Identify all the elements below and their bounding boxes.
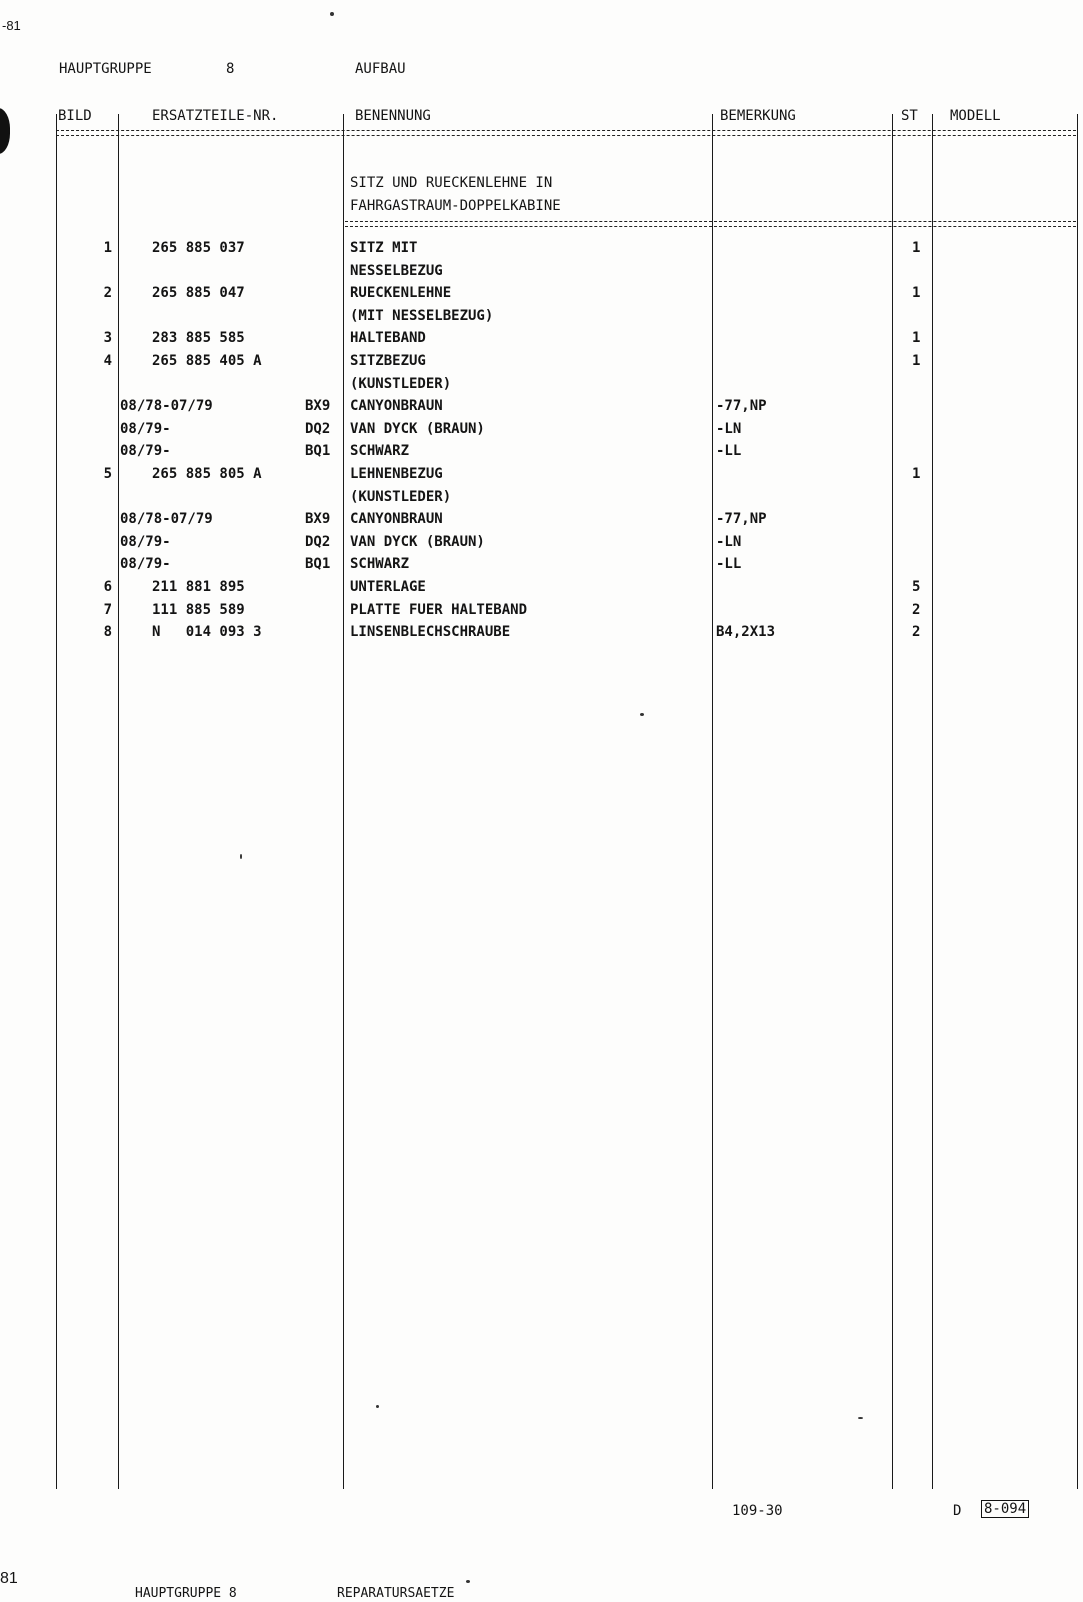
- col-header-ersatzteile: ERSATZTEILE-NR.: [152, 108, 279, 124]
- group-title: AUFBAU: [355, 61, 406, 77]
- cell-bild: 5: [103, 466, 112, 482]
- scan-speck: [376, 1405, 379, 1408]
- corner-page-fragment-top: -81: [2, 18, 21, 33]
- cell-color-code: BX9: [305, 511, 331, 528]
- next-group-label: HAUPTGRUPPE 8: [135, 1586, 237, 1601]
- group-label: HAUPTGRUPPE: [59, 61, 152, 77]
- col-header-st: ST: [901, 108, 918, 124]
- cell-bild: 2: [103, 285, 112, 302]
- cell-bild: 3: [103, 330, 112, 347]
- scan-speck: [858, 1417, 863, 1419]
- cell-part-number: 08/79-: [120, 420, 171, 437]
- cell-part-number: N 014 093 3: [152, 624, 262, 641]
- cell-bild: 7: [103, 601, 112, 618]
- language-code: D: [953, 1503, 962, 1519]
- cell-benennung: SCHWARZ: [350, 556, 410, 573]
- cell-st: 5: [912, 579, 921, 595]
- cell-benennung: SITZ MIT: [350, 240, 418, 256]
- header-rule-bottom: [56, 135, 1076, 136]
- cell-st: 1: [912, 240, 921, 256]
- cell-benennung: CANYONBRAUN: [350, 398, 443, 415]
- col-line-right: [1077, 114, 1078, 1489]
- section-title-line2: FAHRGASTRAUM-DOPPELKABINE: [350, 198, 561, 214]
- cell-part-number: 111 885 589: [152, 601, 245, 618]
- cell-benennung: SITZBEZUG: [350, 353, 426, 369]
- header-rule-top: [56, 130, 1076, 131]
- cell-bild: 4: [103, 353, 112, 369]
- cell-benennung: (KUNSTLEDER): [350, 375, 452, 392]
- cell-benennung: CANYONBRAUN: [350, 511, 443, 528]
- col-line-name: [712, 114, 713, 1489]
- cell-color-code: DQ2: [305, 420, 331, 437]
- cell-benennung: LINSENBLECHSCHRAUBE: [350, 624, 511, 641]
- section-rule-bottom: [345, 226, 1076, 227]
- col-line-part: [343, 114, 344, 1489]
- cell-part-number: 211 881 895: [152, 579, 245, 595]
- section-rule-top: [345, 221, 1076, 222]
- cell-benennung: SCHWARZ: [350, 443, 410, 460]
- cell-benennung: LEHNENBEZUG: [350, 466, 443, 482]
- col-header-bemerkung: BEMERKUNG: [720, 108, 796, 124]
- cell-benennung: (MIT NESSELBEZUG): [350, 307, 494, 324]
- scan-speck: [466, 1580, 470, 1583]
- cell-bemerkung: -LN: [716, 533, 742, 550]
- cell-bemerkung: -LL: [716, 556, 742, 573]
- cell-st: 1: [912, 353, 921, 369]
- cell-part-number: 265 885 047: [152, 285, 245, 302]
- cell-bemerkung: -77,NP: [716, 398, 767, 415]
- cell-benennung: RUECKENLEHNE: [350, 285, 452, 302]
- col-line-left: [56, 114, 57, 1489]
- cell-benennung: HALTEBAND: [350, 330, 426, 347]
- cell-part-number: 08/79-: [120, 556, 171, 573]
- cell-bemerkung: -LN: [716, 420, 742, 437]
- cell-part-number: 08/78-07/79: [120, 398, 213, 415]
- page-code-box: 8-094: [981, 1500, 1029, 1518]
- cell-bild: 6: [103, 579, 112, 595]
- cell-benennung: (KUNSTLEDER): [350, 488, 452, 505]
- cell-benennung: VAN DYCK (BRAUN): [350, 420, 485, 437]
- cell-part-number: 265 885 405 A: [152, 353, 262, 369]
- group-number: 8: [226, 61, 235, 77]
- col-line-remark: [892, 114, 893, 1489]
- cell-bemerkung: B4,2X13: [716, 624, 776, 641]
- col-line-st: [932, 114, 933, 1489]
- cell-benennung: UNTERLAGE: [350, 579, 426, 595]
- cell-part-number: 08/79-: [120, 533, 171, 550]
- cell-color-code: DQ2: [305, 533, 331, 550]
- cell-part-number: 265 885 805 A: [152, 466, 262, 482]
- col-header-bild: BILD: [58, 108, 92, 124]
- cell-color-code: BQ1: [305, 556, 331, 573]
- scan-edge-mark: [0, 108, 10, 154]
- cell-st: 2: [912, 601, 921, 618]
- cell-part-number: 283 885 585: [152, 330, 245, 347]
- cell-color-code: BX9: [305, 398, 331, 415]
- cell-bemerkung: -77,NP: [716, 511, 767, 528]
- col-line-bild: [118, 114, 119, 1489]
- cell-st: 2: [912, 624, 921, 641]
- cell-bild: 1: [103, 240, 112, 256]
- corner-page-fragment-bottom: 81: [0, 1570, 18, 1587]
- cell-st: 1: [912, 330, 921, 347]
- scan-speck: [240, 854, 242, 859]
- cell-color-code: BQ1: [305, 443, 331, 460]
- cell-part-number: 08/78-07/79: [120, 511, 213, 528]
- scan-speck: [330, 12, 334, 16]
- cell-benennung: VAN DYCK (BRAUN): [350, 533, 485, 550]
- cell-st: 1: [912, 285, 921, 302]
- cell-part-number: 08/79-: [120, 443, 171, 460]
- scan-speck: [640, 713, 644, 716]
- col-header-benennung: BENENNUNG: [355, 108, 431, 124]
- section-title-line1: SITZ UND RUECKENLEHNE IN: [350, 175, 553, 191]
- next-group-title: REPARATURSAETZE: [337, 1586, 455, 1601]
- cell-part-number: 265 885 037: [152, 240, 245, 256]
- col-header-modell: MODELL: [950, 108, 1001, 124]
- cell-benennung: PLATTE FUER HALTEBAND: [350, 601, 528, 618]
- cell-bemerkung: -LL: [716, 443, 742, 460]
- cell-st: 1: [912, 466, 921, 482]
- page-reference: 109-30: [732, 1503, 783, 1519]
- cell-bild: 8: [103, 624, 112, 641]
- cell-benennung: NESSELBEZUG: [350, 262, 443, 279]
